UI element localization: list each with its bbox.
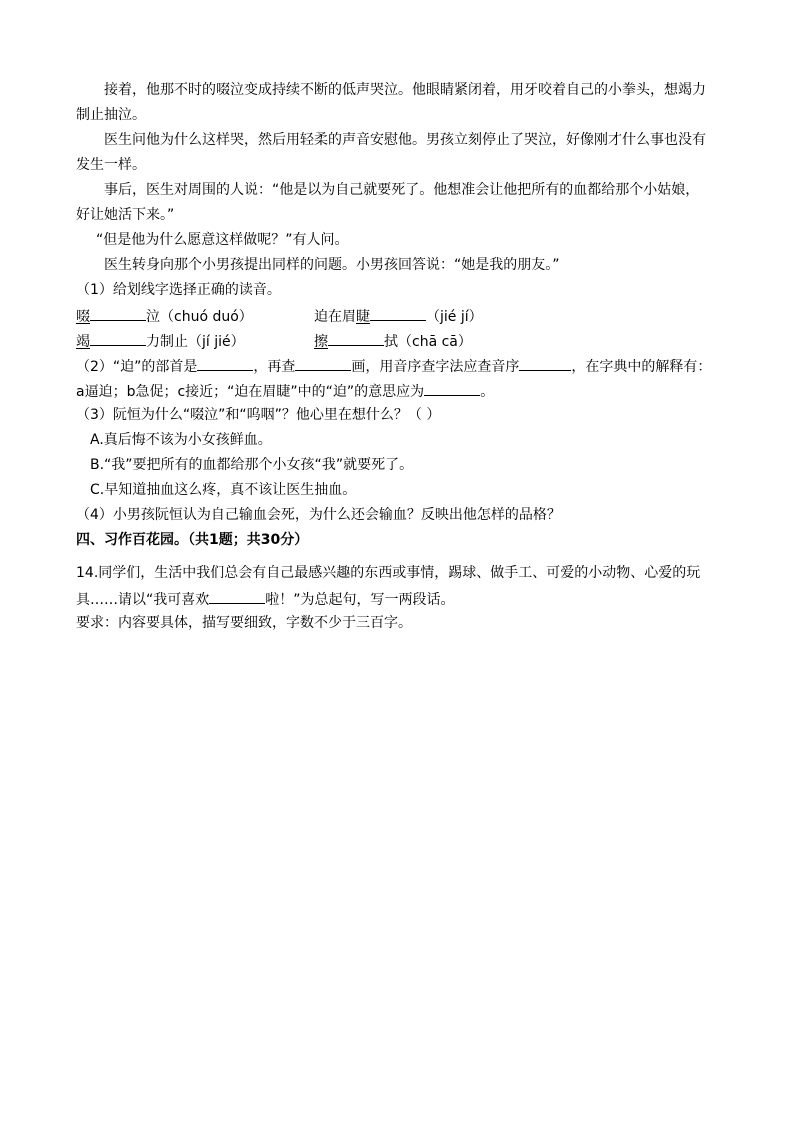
underlined-char: 擦 — [314, 334, 328, 350]
question-3-option-c[interactable]: C.早知道抽血这么疼，真不该让医生抽血。 — [90, 482, 357, 498]
question-1-item-b: 迫在眉睫 （jié jí） — [314, 306, 483, 326]
question-2-line2: a逼迫；b急促；c接近；“迫在眉睫”中的“迫”的意思应为 。 — [76, 381, 494, 401]
answer-blank[interactable] — [209, 589, 265, 604]
question-3-option-a[interactable]: A.真后悔不该为小女孩鲜血。 — [90, 432, 272, 448]
answer-blank[interactable] — [328, 331, 384, 346]
question-14-requirement: 要求：内容要具体，描写要细致，字数不少于三百字。 — [76, 615, 412, 631]
passage-p4: “但是他为什么愿意这样做呢？”有人问。 — [96, 232, 349, 248]
question-3-option-b[interactable]: B.“我”要把所有的血都给那个小女孩“我”就要死了。 — [90, 457, 414, 473]
question-1-item-d: 擦 拭（chā cā） — [314, 331, 472, 351]
answer-blank[interactable] — [90, 331, 146, 346]
underlined-char: 竭 — [76, 334, 90, 350]
answer-blank[interactable] — [197, 356, 253, 371]
question-1-prompt: （1）给划线字选择正确的读音。 — [76, 282, 281, 298]
passage-p2-line1: 医生问他为什么这样哭，然后用轻柔的声音安慰他。男孩立刻停止了哭泣，好像刚才什么事也没有 — [104, 132, 706, 148]
underlined-char: 睫 — [356, 309, 370, 325]
passage-p5: 医生转身向那个小男孩提出同样的问题。小男孩回答说：“她是我的朋友。” — [104, 257, 560, 273]
passage-p2-line2: 发生一样。 — [76, 157, 146, 173]
question-2-line1: （2）“迫”的部首是 ，再查 画，用音序查字法应查音序 ，在字典中的解释有： — [76, 356, 711, 376]
question-14-line1: 14.同学们，生活中我们总会有自己最感兴趣的东西或事情，踢球、做手工、可爱的小动物、心爱的玩 — [76, 565, 701, 581]
answer-blank[interactable] — [295, 356, 351, 371]
question-4-prompt: （4）小男孩阮恒认为自己输血会死，为什么还会输血？反映出他怎样的品格？ — [76, 507, 561, 523]
answer-blank[interactable] — [90, 306, 146, 321]
passage-p3-line1: 事后，医生对周围的人说：“他是以为自己就要死了。他想准会让他把所有的血都给那个小姑娘， — [104, 182, 700, 198]
passage-p1-line2: 制止抽泣。 — [76, 107, 146, 123]
question-3-prompt: （3）阮恒为什么“啜泣”和“呜咽”？他心里在想什么？（ ） — [76, 407, 441, 423]
answer-blank[interactable] — [424, 381, 480, 396]
question-1-item-a: 啜 泣（chuó duó） — [76, 306, 253, 326]
passage-p1-line1: 接着，他那不时的啜泣变成持续不断的低声哭泣。他眼睛紧闭着，用牙咬着自己的小拳头，想竭力 — [104, 82, 706, 98]
question-1-item-c: 竭 力制止（jí jié） — [76, 331, 245, 351]
passage-p3-line2: 好让她活下来。” — [76, 207, 175, 223]
question-14-line2: 具……请以“我可喜欢 啦！”为总起句，写一两段话。 — [76, 589, 455, 609]
section-4-title: 四、习作百花园。（共1题；共30分） — [76, 532, 309, 548]
answer-blank[interactable] — [370, 306, 426, 321]
answer-blank[interactable] — [519, 356, 571, 371]
underlined-char: 啜 — [76, 309, 90, 325]
